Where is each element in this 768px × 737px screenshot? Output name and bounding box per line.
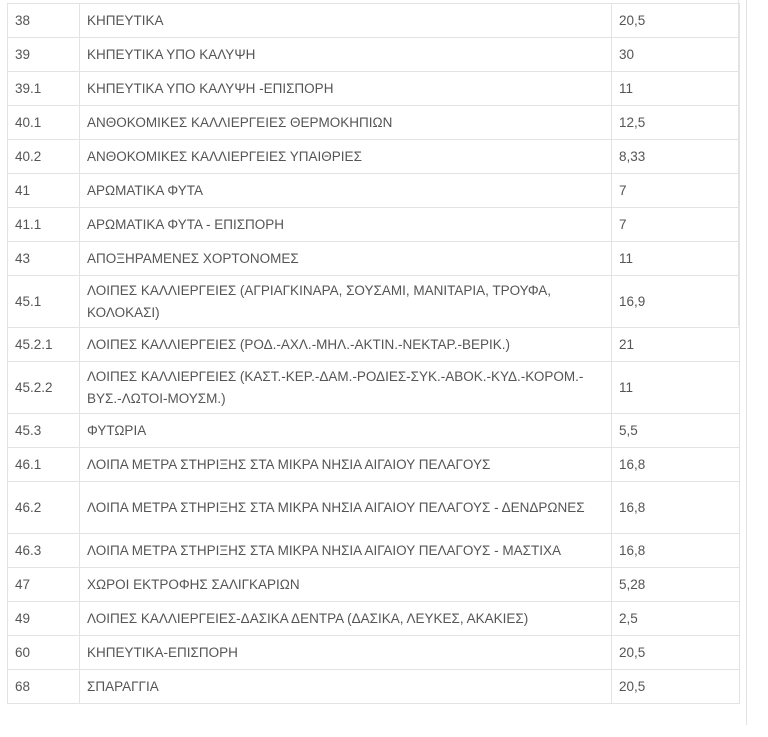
description-cell: ΑΝΘΟΚΟΜΙΚΕΣ ΚΑΛΛΙΕΡΓΕΙΕΣ ΘΕΡΜΟΚΗΠΙΩΝ <box>80 106 612 140</box>
description-cell: ΣΠΑΡΑΓΓΙΑ <box>80 670 612 704</box>
value-cell: 7 <box>612 208 740 242</box>
table-row <box>8 482 740 534</box>
table-row <box>8 72 740 106</box>
code-cell: 46.3 <box>8 534 80 568</box>
table-row <box>8 38 740 72</box>
code-cell: 38 <box>8 4 80 38</box>
description-cell: ΑΠΟΞΗΡΑΜΕΝΕΣ ΧΟΡΤΟΝΟΜΕΣ <box>80 242 612 276</box>
code-cell: 68 <box>8 670 80 704</box>
value-cell: 11 <box>612 242 740 276</box>
table-row <box>8 276 740 328</box>
description-cell: ΛΟΙΠΕΣ ΚΑΛΛΙΕΡΓΕΙΕΣ-ΔΑΣΙΚΑ ΔΕΝΤΡΑ (ΔΑΣΙΚΑ, ΛΕΥΚΕΣ, ΑΚΑΚΙΕΣ) <box>80 602 612 636</box>
value-cell: 20,5 <box>612 670 740 704</box>
table-row <box>8 140 740 174</box>
data-table <box>7 3 740 704</box>
table-row <box>8 568 740 602</box>
value-cell: 5,5 <box>612 414 740 448</box>
description-cell: ΑΡΩΜΑΤΙΚΑ ΦΥΤΑ - ΕΠΙΣΠΟΡΗ <box>80 208 612 242</box>
table-row <box>8 602 740 636</box>
value-cell: 16,9 <box>612 276 740 328</box>
table-row <box>8 670 740 704</box>
table-row <box>8 208 740 242</box>
description-cell: ΛΟΙΠΕΣ ΚΑΛΛΙΕΡΓΕΙΕΣ (ΡΟΔ.-ΑΧΛ.-ΜΗΛ.-ΑΚΤΙΝ.-ΝΕΚΤΑΡ.-ΒΕΡΙΚ.) <box>80 328 612 362</box>
description-cell: ΚΗΠΕΥΤΙΚΑ <box>80 4 612 38</box>
code-cell: 39 <box>8 38 80 72</box>
table-row <box>8 242 740 276</box>
description-cell: ΚΗΠΕΥΤΙΚΑ ΥΠΟ ΚΑΛΥΨΗ -ΕΠΙΣΠΟΡΗ <box>80 72 612 106</box>
table-row <box>8 414 740 448</box>
value-cell: 16,8 <box>612 482 740 534</box>
code-cell: 49 <box>8 602 80 636</box>
table-row <box>8 4 740 38</box>
description-cell: ΛΟΙΠΑ ΜΕΤΡΑ ΣΤΗΡΙΞΗΣ ΣΤΑ ΜΙΚΡΑ ΝΗΣΙΑ ΑΙΓΑΙΟΥ ΠΕΛΑΓΟΥΣ - ΔΕΝΔΡΩΝΕΣ <box>80 482 612 534</box>
code-cell: 45.1 <box>8 276 80 328</box>
description-cell: ΚΗΠΕΥΤΙΚΑ ΥΠΟ ΚΑΛΥΨΗ <box>80 38 612 72</box>
description-cell: ΛΟΙΠΑ ΜΕΤΡΑ ΣΤΗΡΙΞΗΣ ΣΤΑ ΜΙΚΡΑ ΝΗΣΙΑ ΑΙΓΑΙΟΥ ΠΕΛΑΓΟΥΣ <box>80 448 612 482</box>
table-row <box>8 362 740 414</box>
description-cell: ΚΗΠΕΥΤΙΚΑ-ΕΠΙΣΠΟΡΗ <box>80 636 612 670</box>
table-row <box>8 636 740 670</box>
code-cell: 41 <box>8 174 80 208</box>
code-cell: 43 <box>8 242 80 276</box>
value-cell: 5,28 <box>612 568 740 602</box>
value-cell: 11 <box>612 362 740 414</box>
value-cell: 8,33 <box>612 140 740 174</box>
description-cell: ΑΡΩΜΑΤΙΚΑ ΦΥΤΑ <box>80 174 612 208</box>
code-cell: 45.2.1 <box>8 328 80 362</box>
page-border <box>746 0 747 725</box>
value-cell: 16,8 <box>612 534 740 568</box>
value-cell: 16,8 <box>612 448 740 482</box>
code-cell: 60 <box>8 636 80 670</box>
code-cell: 41.1 <box>8 208 80 242</box>
table-row <box>8 448 740 482</box>
code-cell: 45.3 <box>8 414 80 448</box>
description-cell: ΑΝΘΟΚΟΜΙΚΕΣ ΚΑΛΛΙΕΡΓΕΙΕΣ ΥΠΑΙΘΡΙΕΣ <box>80 140 612 174</box>
code-cell: 40.1 <box>8 106 80 140</box>
code-cell: 46.2 <box>8 482 80 534</box>
code-cell: 40.2 <box>8 140 80 174</box>
description-cell: ΛΟΙΠΕΣ ΚΑΛΛΙΕΡΓΕΙΕΣ (ΚΑΣΤ.-ΚΕΡ.-ΔΑΜ.-ΡΟΔΙΕΣ-ΣΥΚ.-ΑΒΟΚ.-ΚΥΔ.-ΚΟΡΟΜ.-ΒΥΣ.-ΛΩΤΟΙ-ΜΟΥΣΜ.) <box>80 362 612 414</box>
description-cell: ΛΟΙΠΑ ΜΕΤΡΑ ΣΤΗΡΙΞΗΣ ΣΤΑ ΜΙΚΡΑ ΝΗΣΙΑ ΑΙΓΑΙΟΥ ΠΕΛΑΓΟΥΣ - ΜΑΣΤΙΧΑ <box>80 534 612 568</box>
value-cell: 7 <box>612 174 740 208</box>
table-row <box>8 328 740 362</box>
value-cell: 20,5 <box>612 4 740 38</box>
code-cell: 47 <box>8 568 80 602</box>
value-cell: 11 <box>612 72 740 106</box>
description-cell: ΛΟΙΠΕΣ ΚΑΛΛΙΕΡΓΕΙΕΣ (ΑΓΡΙΑΓΚΙΝΑΡΑ, ΣΟΥΣΑΜΙ, ΜΑΝΙΤΑΡΙΑ, ΤΡΟΥΦΑ, ΚΟΛΟΚΑΣΙ) <box>80 276 612 328</box>
value-cell: 21 <box>612 328 740 362</box>
code-cell: 39.1 <box>8 72 80 106</box>
value-cell: 12,5 <box>612 106 740 140</box>
table-row <box>8 174 740 208</box>
description-cell: ΦΥΤΩΡΙΑ <box>80 414 612 448</box>
table-row <box>8 534 740 568</box>
code-cell: 46.1 <box>8 448 80 482</box>
value-cell: 30 <box>612 38 740 72</box>
table-row <box>8 106 740 140</box>
code-cell: 45.2.2 <box>8 362 80 414</box>
description-cell: ΧΩΡΟΙ ΕΚΤΡΟΦΗΣ ΣΑΛΙΓΚΑΡΙΩΝ <box>80 568 612 602</box>
value-cell: 2,5 <box>612 602 740 636</box>
value-cell: 20,5 <box>612 636 740 670</box>
